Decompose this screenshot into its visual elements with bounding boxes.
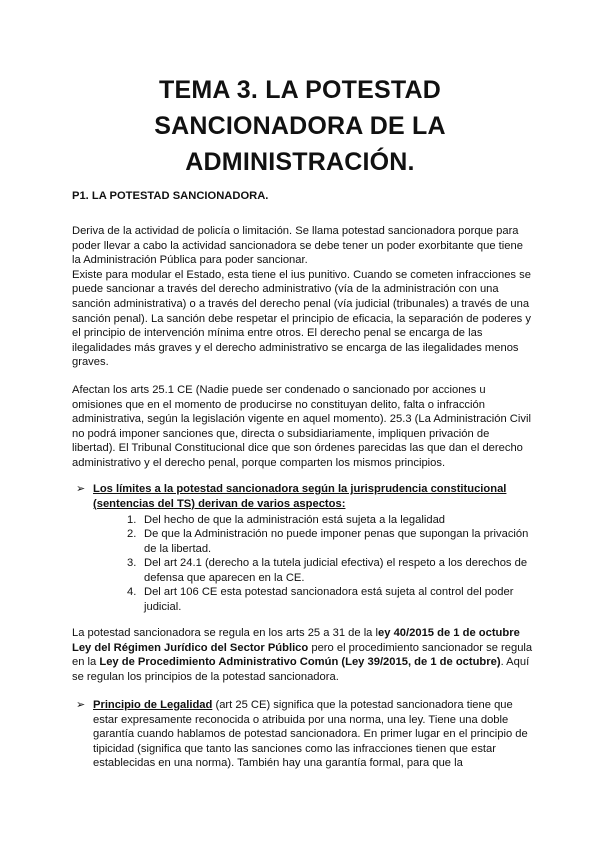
list-text: Del art 24.1 (derecho a la tutela judicial efectiva) el respeto a los derechos de defensa que aparecen en la CE. [144,557,528,584]
bullet-legality-heading: Principio de Legalidad [93,699,213,711]
title-line-1: TEMA 3. LA POTESTAD [158,76,442,104]
list-number: 2. [127,528,137,540]
section-heading: P1. LA POTESTAD SANCIONADORA. [72,190,269,202]
regulation-text-c: . Aquí se regulan los principios de la potestad sancionadora. [72,656,530,683]
bullet-legality-text: (art 25 CE) significa que la potestad sancionadora tiene que estar expresamente reconocida o atribuida por una norma, una ley. Tiene una doble garantía cuando hablamos de potestad sancionadora. En primer lugar en el principio de tipicidad (significa que tanto las sanciones como las infracciones tienen que estar establecidas en una norma). También hay una garantía formal, para que la [93,699,528,770]
regulation-text-b: pero el procedimiento sancionador se regula en la [72,641,533,669]
list-number: 4. [127,586,137,598]
list-item [127,513,534,528]
paragraph-intro-a: Deriva de la actividad de policía o limitación. Se llama potestad sancionadora porque para poder llevar a cabo la actividad sancionadora se debe tener un poder exorbitante que tiene la Administración Pública para poder sancionar. [72,225,523,267]
list-text: Del art 106 CE esta potestad sancionadora está sujeta al control del poder judicial. [144,586,514,613]
bullet-legality [76,698,533,771]
paragraph-articles: Afectan los arts 25.1 CE (Nadie puede ser condenado o sancionado por acciones u omisiones que en el momento de producirse no constituyan delito, falta o infracción administrativa, según la legislación vigente en aquel momento). 25.3 (La Administración Civil no podrá imponer sanciones que, directa o subsidiariamente, impliquen privación de libertad). El Tribunal Constitucional dice que son órdenes parecidas las que dan el derecho administrativo y el derecho penal, porque comparten los mismos principios. [72,384,531,469]
regulation-text-a: La potestad sancionadora se regula en los arts 25 a 31 de la l [72,627,379,639]
arrow-bullet-icon: ➢ [76,699,86,711]
title-line-2: SANCIONADORA DE LA [154,112,446,140]
bullet-limits [76,482,533,511]
arrow-bullet-icon: ➢ [76,483,86,495]
list-text: Del hecho de que la administración está sujeta a la legalidad [144,514,446,526]
paragraph-regulation [72,626,534,684]
list-item [127,585,534,614]
bullet-limits-heading: Los límites a la potestad sancionadora según la jurisprudencia constitucional (sentencias del TS) derivan de varios aspectos: [93,483,507,510]
list-number: 3. [127,557,137,569]
list-item [127,556,534,585]
regulation-law-40: ey 40/2015 de 1 de octubre Ley del Régimen Jurídico del Sector Público [72,627,520,654]
title-line-3: ADMINISTRACIÓN. [185,148,415,176]
list-text: De que la Administración no puede imponer penas que supongan la privación de la libertad. [144,528,529,555]
list-number: 1. [127,514,137,526]
list-item [127,527,534,556]
regulation-law-39: Ley de Procedimiento Administrativo Común (Ley 39/2015, de 1 de octubre) [99,656,501,669]
document-title [0,72,600,180]
paragraph-intro [72,224,534,370]
paragraph-intro-b: Existe para modular el Estado, esta tiene el ius punitivo. Cuando se cometen infracciones se puede sancionar a través del derecho administrativo (vía de la administración con una sanción administrativa) o a través del derecho penal (vía judicial (tribunales) a través de una sanción penal). La sanción debe respetar el principio de eficacia, la separación de poderes y el principio de intervención mínima entre otros. El derecho penal se encarga de las ilegalidades más graves y el derecho administrativo se encarga de las ilegalidades menos graves. [72,268,531,369]
